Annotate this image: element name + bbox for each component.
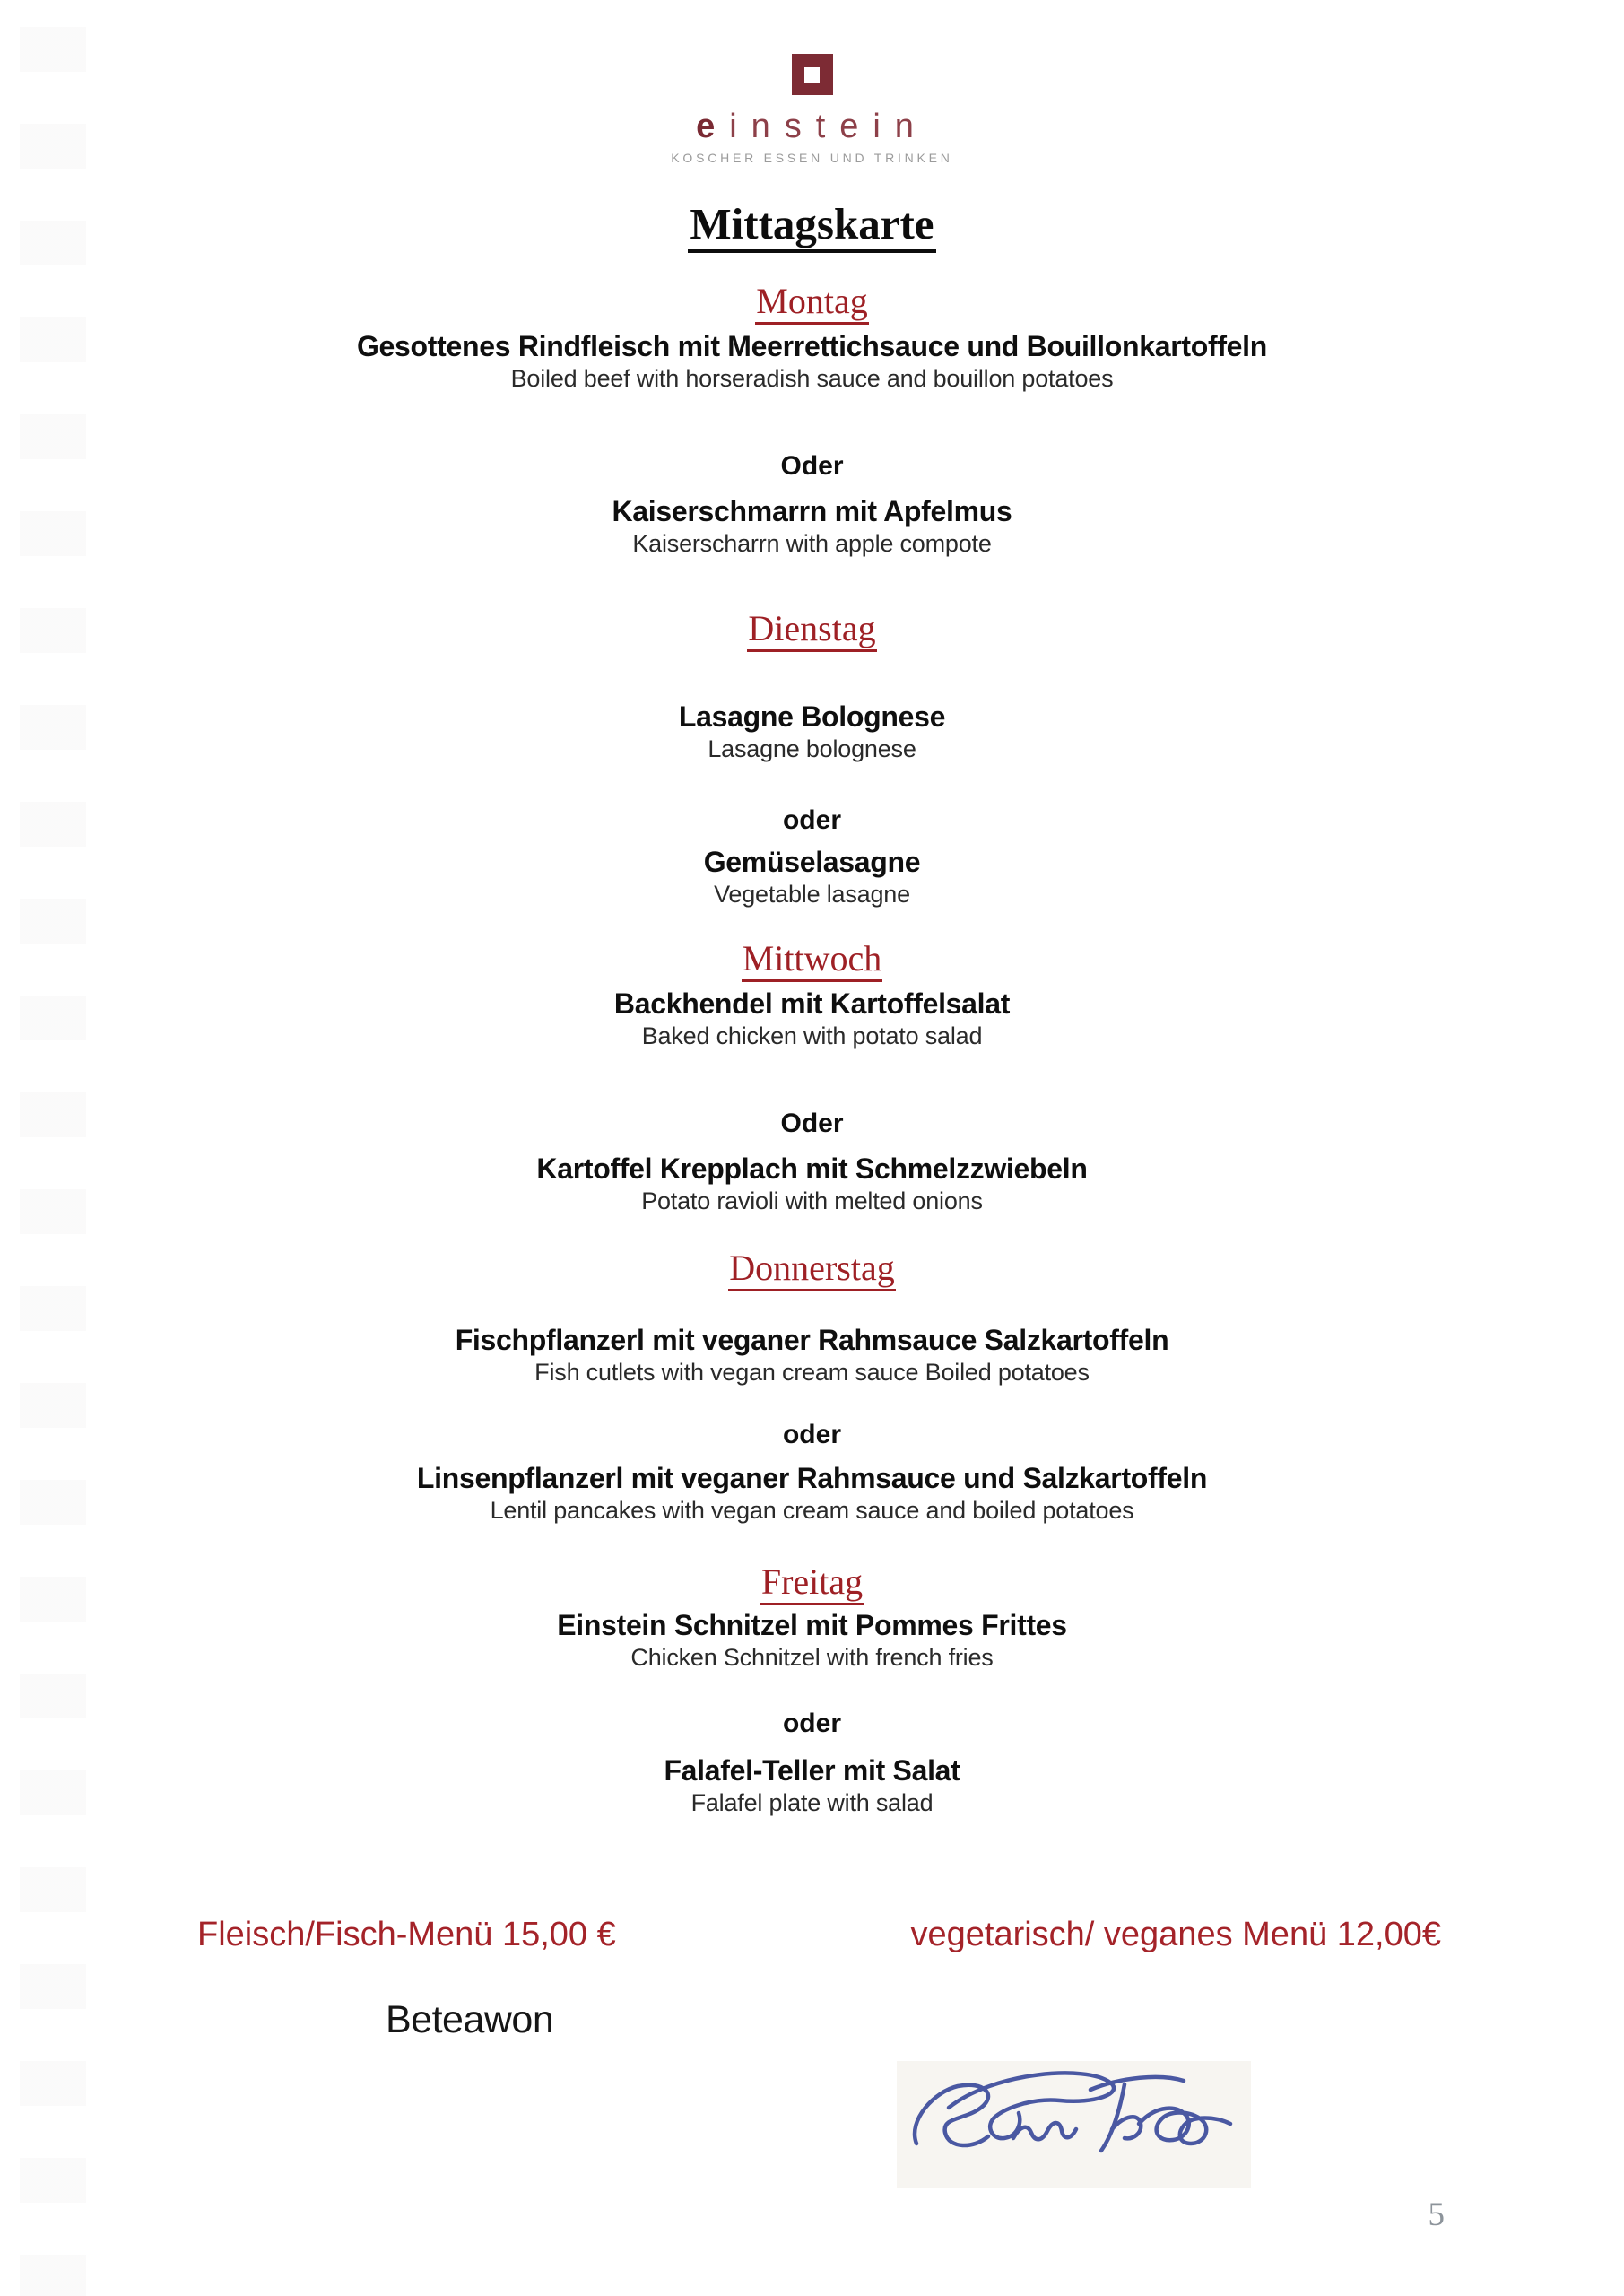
dish-name-en: Chicken Schnitzel with french fries xyxy=(630,1643,994,1671)
or-separator: oder xyxy=(782,1708,841,1738)
or-separator: oder xyxy=(782,805,841,836)
dish-name-en: Lasagne bolognese xyxy=(708,735,916,763)
dish-name-de: Gemüselasagne xyxy=(703,846,921,879)
dish-name-de: Falafel-Teller mit Salat xyxy=(664,1753,960,1787)
brand-wordmark xyxy=(0,109,1624,144)
or-separator: oder xyxy=(782,1420,841,1450)
brand-tagline: KOSCHER ESSEN UND TRINKEN xyxy=(671,151,953,165)
day-section-montag xyxy=(0,253,1624,560)
dish-name-en: Potato ravioli with melted onions xyxy=(641,1187,983,1214)
day-header: Mittwoch xyxy=(742,939,883,982)
dish-name-en: Lentil pancakes with vegan cream sauce and boiled potatoes xyxy=(490,1497,1134,1525)
day-section-donnerstag xyxy=(0,1216,1624,1526)
day-header: Dienstag xyxy=(747,609,876,652)
dish-name-en: Falafel plate with salad xyxy=(690,1788,934,1816)
title-row xyxy=(0,164,1624,253)
day-section-dienstag xyxy=(0,559,1624,910)
dish-name-de: Einstein Schnitzel mit Pommes Frittes xyxy=(557,1608,1067,1641)
price-row xyxy=(0,1915,1624,1956)
day-header: Montag xyxy=(755,282,868,325)
brand-wordmark-first-letter: e xyxy=(696,108,730,145)
dish-name-de: Kartoffel Krepplach mit Schmelzzwiebeln xyxy=(536,1152,1088,1185)
einstein-logo-inner-square xyxy=(804,67,820,83)
dish-name-en: Fish cutlets with vegan cream sauce Boiled potatoes xyxy=(534,1359,1090,1387)
dish-name-de: Fischpflanzerl mit veganer Rahmsauce Salzkartoffeln xyxy=(455,1324,1169,1357)
dish-name-de: Gesottenes Rindfleisch mit Meerrettichsauce und Bouillonkartoffeln xyxy=(356,329,1268,362)
signature-image xyxy=(897,2061,1251,2188)
day-header: Donnerstag xyxy=(728,1248,895,1292)
brand-wordmark-rest: instein xyxy=(729,108,928,145)
or-separator: Oder xyxy=(780,1108,844,1138)
day-section-mittwoch xyxy=(0,910,1624,1217)
dish-name-de: Kaiserschmarrn mit Apfelmus xyxy=(612,494,1012,527)
page-number: 5 xyxy=(1428,2196,1445,2233)
dish-name-en: Kaiserscharrn with apple compote xyxy=(632,529,992,557)
price-vegetarian-vegan-menu: vegetarisch/ veganes Menü 12,00€ xyxy=(910,1916,1441,1954)
signature-scribble xyxy=(897,2061,1251,2188)
or-separator: Oder xyxy=(780,450,844,481)
menu-content xyxy=(0,54,1624,2044)
day-header: Freitag xyxy=(760,1562,864,1605)
dish-name-en: Baked chicken with potato salad xyxy=(641,1022,983,1049)
day-section-freitag xyxy=(0,1526,1624,1819)
greeting-beteawon: Beteawon xyxy=(386,1997,554,2041)
dish-name-en: Vegetable lasagne xyxy=(714,881,910,909)
dish-name-de: Backhendel mit Kartoffelsalat xyxy=(613,987,1011,1020)
page-title: Mittagskarte xyxy=(688,200,935,253)
dish-name-de: Lasagne Bolognese xyxy=(678,700,946,734)
einstein-logo-icon xyxy=(792,54,833,95)
dish-name-de: Linsenpflanzerl mit veganer Rahmsauce und Salzkartoffeln xyxy=(416,1462,1208,1495)
price-meat-fish-menu: Fleisch/Fisch-Menü 15,00 € xyxy=(197,1916,616,1954)
dish-name-en: Boiled beef with horseradish sauce and bouillon potatoes xyxy=(510,364,1114,392)
